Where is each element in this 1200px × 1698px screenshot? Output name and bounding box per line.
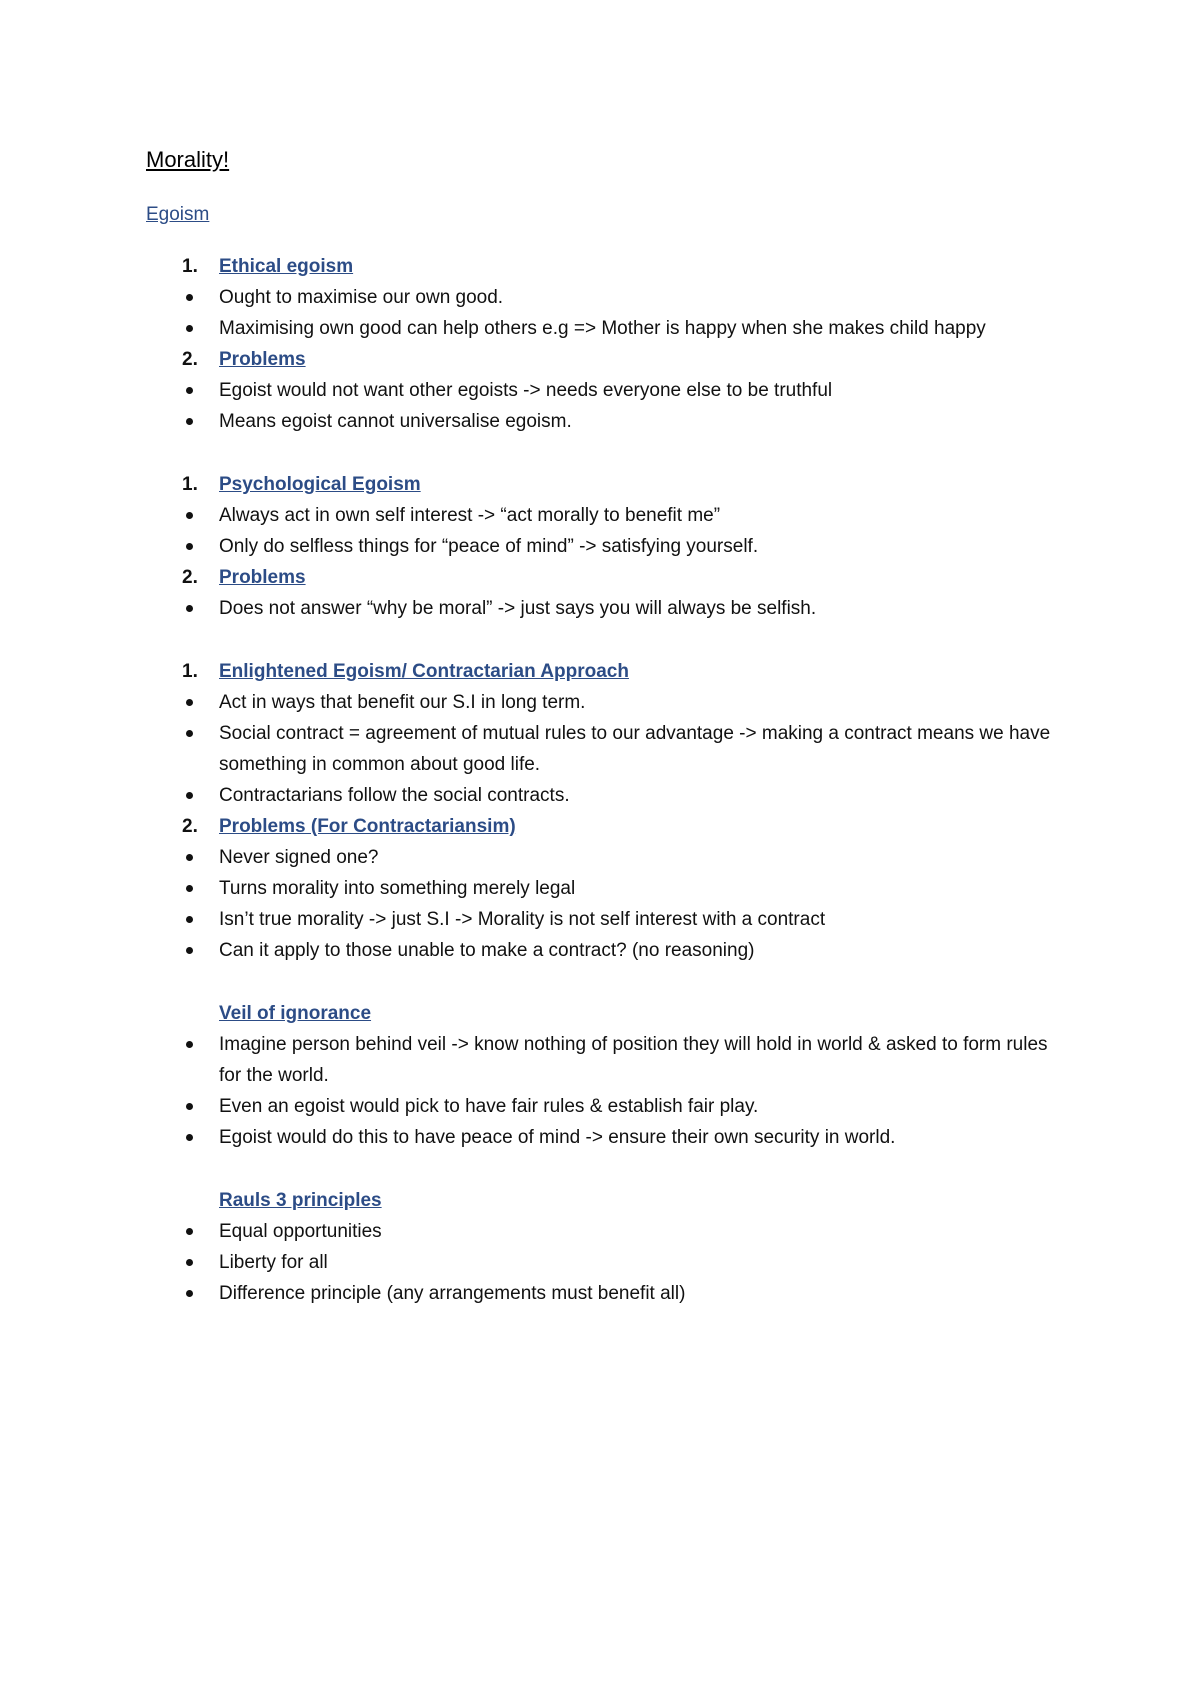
bullet-icon xyxy=(186,1290,193,1297)
heading-problems: Problems xyxy=(219,567,306,588)
list-number: 2. xyxy=(182,349,198,370)
bullet-icon xyxy=(186,1103,193,1110)
list-item-text: Act in ways that benefit our S.I in long term. xyxy=(219,692,586,713)
bullet-icon xyxy=(186,294,193,301)
heading-enlightened-egoism: Enlightened Egoism/ Contractarian Approach xyxy=(219,661,629,682)
list-item-text: Egoist would do this to have peace of mind -> ensure their own security in world. xyxy=(219,1127,896,1148)
list-item-text: Isn’t true morality -> just S.I -> Morality is not self interest with a contract xyxy=(219,909,826,930)
bullet-icon xyxy=(186,605,193,612)
list-item-text: Maximising own good can help others e.g => Mother is happy when she makes child happy xyxy=(219,318,986,339)
heading-problems-contractarianism: Problems (For Contractariansim) xyxy=(219,816,516,837)
list-item-text: Turns morality into something merely legal xyxy=(219,878,576,899)
list-item-text: Egoist would not want other egoists -> needs everyone else to be truthful xyxy=(219,380,833,401)
list-item-text: Ought to maximise our own good. xyxy=(219,287,504,308)
bullet-icon xyxy=(186,947,193,954)
list-number: 2. xyxy=(182,567,198,588)
heading-rauls-principles: Rauls 3 principles xyxy=(219,1190,382,1211)
bullet-icon xyxy=(186,387,193,394)
list-item-text: Contractarians follow the social contracts. xyxy=(219,785,570,806)
bullet-icon xyxy=(186,1259,193,1266)
bullet-icon xyxy=(186,885,193,892)
list-number: 1. xyxy=(182,474,198,495)
bullet-icon xyxy=(186,1134,193,1141)
bullet-icon xyxy=(186,325,193,332)
page-title: Morality! xyxy=(146,147,230,172)
heading-ethical-egoism: Ethical egoism xyxy=(219,256,354,277)
heading-veil-of-ignorance: Veil of ignorance xyxy=(219,1003,372,1024)
list-item-text: Does not answer “why be moral” -> just says you will always be selfish. xyxy=(219,598,817,619)
list-item-text: Liberty for all xyxy=(219,1252,328,1273)
list-item-text: Imagine person behind veil -> know nothing of position they will hold in world & asked to form rules for the world. xyxy=(219,1034,1048,1086)
bullet-icon xyxy=(186,1228,193,1235)
bullet-icon xyxy=(186,418,193,425)
bullet-icon xyxy=(186,512,193,519)
list-item-text: Social contract = agreement of mutual rules to our advantage -> making a contract means we have something in common about good life. xyxy=(219,723,1051,775)
list-item-text: Even an egoist would pick to have fair rules & establish fair play. xyxy=(219,1096,759,1117)
list-item-text: Means egoist cannot universalise egoism. xyxy=(219,411,572,432)
list-number: 2. xyxy=(182,816,198,837)
list-number: 1. xyxy=(182,256,198,277)
bullet-icon xyxy=(186,1041,193,1048)
bullet-icon xyxy=(186,543,193,550)
section-title-egoism: Egoism xyxy=(146,204,210,225)
list-item-text: Difference principle (any arrangements must benefit all) xyxy=(219,1283,686,1304)
list-number: 1. xyxy=(182,661,198,682)
heading-psychological-egoism: Psychological Egoism xyxy=(219,474,421,495)
bullet-icon xyxy=(186,854,193,861)
bullet-icon xyxy=(186,792,193,799)
list-item-text: Equal opportunities xyxy=(219,1221,382,1242)
list-item-text: Can it apply to those unable to make a contract? (no reasoning) xyxy=(219,940,755,961)
list-item-text: Never signed one? xyxy=(219,847,379,868)
bullet-icon xyxy=(186,730,193,737)
heading-problems: Problems xyxy=(219,349,306,370)
list-item-text: Always act in own self interest -> “act morally to benefit me” xyxy=(219,505,721,526)
list-item-text: Only do selfless things for “peace of mind” -> satisfying yourself. xyxy=(219,536,759,557)
bullet-icon xyxy=(186,699,193,706)
bullet-icon xyxy=(186,916,193,923)
